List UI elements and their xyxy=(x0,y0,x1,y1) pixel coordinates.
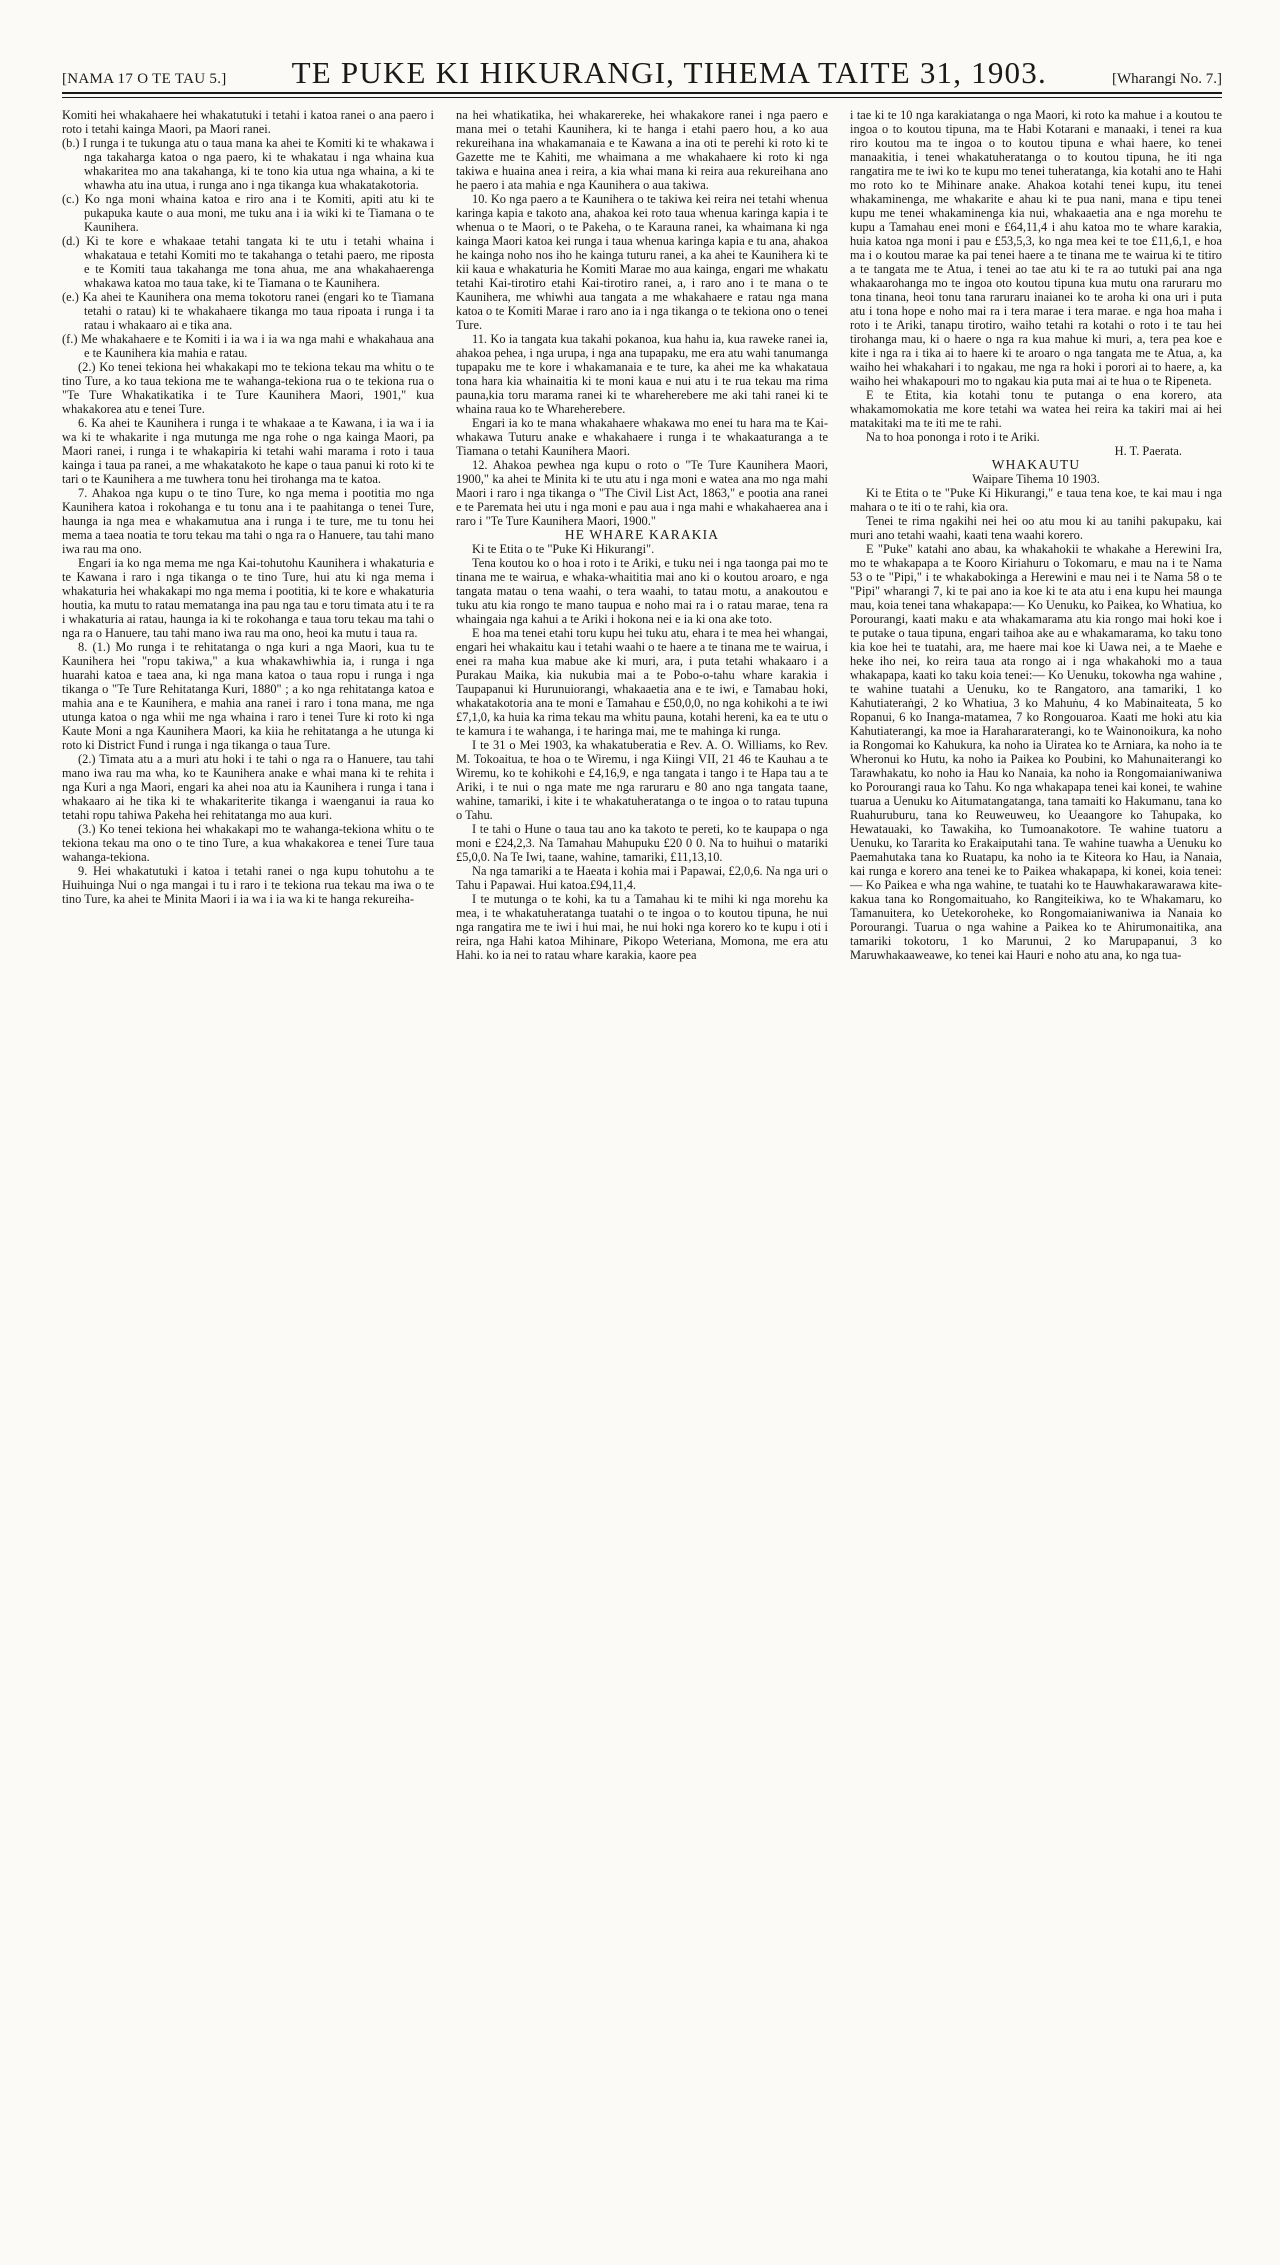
paragraph: 10. Ko nga paero a te Kaunihera o te takiwa kei reira nei tetahi whenua karinga kapia e takoto ana, ahakoa kei roto taua whenua karinga kapia i te whenua o te Maori, o te Pakeha, o te Karauna ranei, ka whaimana ki nga kainga Maori katoa kei runga i taua whenua karinga kapia e tu ana, ahakoa he kainga noho nos iho he kainga tuturu ranei, a ka ahei te Kaunihera ki te kii kaua e whakaturia he Komiti Marae mo aua kainga, engari me whakatu tetahi Kai-tirotiro etahi Kai-tirotiro ranei, a, i raro ano i te mana o te Kaunihera, me whiwhi aua tangata a me whakahaere e ratau nga mana katoa o te Komiti Marae i raro ano ia i nga tikanga o te tekiona ono o tenei Ture. xyxy=(456,192,828,332)
paragraph: Na to hoa pononga i roto i te Ariki. xyxy=(866,430,1040,444)
paragraph: na hei whatikatika, hei whakarereke, hei whakakore ranei i nga paero e mana mei o tetahi Kaunihera, ki te hanga i etahi paero hou, a ko aua rekureihana ina whakamanaia e te Kawana a ina oti te perehi ki roto ki te Gazette me te Kahiti, me whaimana a me whakahaere ki roto ki nga takiwa e huaina anea i reira, a kia whai mana ki reira aua rekureihana ano he paero i ata mahia e nga Kaunihera o aua takiwa. xyxy=(456,108,828,192)
paragraph: E te Etita, kia kotahi tonu te putanga o ena korero, ata whakamomokatia me kore tetahi wa watea hei reira ka takiri mai ai hei matakitaki ma te iti me te rahi. xyxy=(850,388,1222,430)
paragraph: 12. Ahakoa pewhea nga kupu o roto o "Te Ture Kaunihera Maori, 1900," ka ahei te Minita ki te utu atu i nga moni e watea ana mo nga mahi Maori i raro i nga tikanga o "The Civil List Act, 1863," e pootia ana ranei e te Paremata hei utu i nga moni e pau aua i nga mahi e whakahaerea ana i raro i "Te Ture Kaunihera Maori, 1900." xyxy=(456,458,828,528)
paragraph: i tae ki te 10 nga karakiatanga o nga Maori, ki roto ka mahue i a koutou te ingoa o to koutou tipuna, ma te Habi Kotarani e manaaki, i tenei ra kua riro koutou ma te ingoa o to koutou tipuna e whai haere, ko tenei manaakitia, i tenei whakatuheratanga o to koutou tipuna, he iti nga rangatira me te iwi ko te kupu mo tenei tuheratanga, kia kotahi ano te Hahi mo roto ko te Mihinare anake. Ahakoa kotahi tenei kupu, itu tenei whakaminenga, me whakarite e ahau ki te pua nani, mana e tipu tenei kupu me tenei whakaminenga kia nui, whakaaetia ana e nga morehu te kupu a Tamahau enei moni e £64,11,4 i ahu katoa mo te whare karakia, huia katoa nga moni i pau e £53,5,3, ko nga mea kei te toe £11,6,1, e hoa ma i o koutou marae ka pai tenei haere a te tinana me te wairua ki te titiro a te tangata me te Atua, i tenei ao tae atu ki te ra ao tutuki pai ana nga whakaarohanga mo te ingoa oto koutou tipuna kua mutu ona raruraru mo tona tinana, heoi tonu tana raruraru inaianei ko te aroha ki ona uri i puta atu i tona hope e noho mai ra i tera marae i tera marae. e nga hoa maha i roto i te Ariki, tanapu tirotiro, waiho tetahi ra kotahi o roto i te tau hei tirohanga mau, ki o haere o nga ra kua mahue ki muri, a, tera pea koe e kite i nga ra i tika ai to haere ki te aroaro o nga tangata me te Atua, a, ka waiho hei whakahari i to ngakau, me nga ra hoki i porori ai to haere, a, ka waiho hei whakapouri mo to ngakau kia puta mai ai te hua o te Ripeneta. xyxy=(850,108,1222,388)
paragraph: E "Puke" katahi ano abau, ka whakahokii te whakahe a Herewini Ira, mo te whakapapa a te Kooro Kiriahuru o Tokomaru, e mau na i te Nama 53 o te "Pipi," i te whakabokinga a Herewini e mau nei i te Nama 58 o te "Pipi" wharangi 7, ki te pai ano ia koe ki te ata atu i ena kupu hei maunga mau, koia tenei tana whakapapa:— Ko Uenuku, ko Paikea, ko Whatiua, ko Porourangi, kaati maku e ata whakamarama atu kia rongo mai hoki koe i te putake o taua tipuna, engari taihoa ake au e whakamarama, ko taku tono kia koe hei te tuatahi, ara, me haere mai koe ki Uawa nei, a te Maehe e heke iho nei, ko reira taua ata rongo ai i nga whakahoki mo a taua whakapapa, kaati ko taku koia tenei:— Ko Uenuku, tokowha nga wahine , te wahine tuatahi a Uenuku, ko te Rangatoro, ana tamariki, 1 ko Kahutiateraṅgi, 2 ko Whatiua, 3 ko Mahuṅu, 4 ko Mabinaiteata, 5 ko Ropanui, 6 ko Inanga-matamea, 7 ko Rongouaroa. Kaati me hoki atu kia Kahutiaterangi, ka moe ia Harahararaterangi, ko te Wainonoikura, ka noho ia Rongomai ko Kahukura, ka noho ia Uiratea ko te Arniara, ka noho ia te Wheronui ko Hutu, ka noho ia Paikea ko Poubini, ko Mahunaiterangi ko Tarawhakatu, ko noho ia Hau ko Nanaia, ka noho ia Rongomaianiwaniwa ko Porourangi raua ko Tahu. Ko nga whakapapa tenei kai konei, te wahine tuarua a Uenuku ko Aitumatangatanga, tana tamaiti ko Hakumanu, tana ko Ruahuruburu, tana ko Reuweuweu, ko Ueaangore ko Tahupaka, ko Hewatauaki, ko Tawakiha, ko Tumoanakotore. Te wahine tuatoru a Uenuku, ko Tararita ko Erakaiputahi tana. Te wahine tuawha a Uenuku ko Paemahutaka tana ko Ruatapu, ka noho ia te Kiteora ko Hau, ia Nanaia, kai runga e korero ana tenei ke to Paikea whakapapa, ki konei, koia tenei:— Ko Paikea e wha nga wahine, te tuatahi ko te Hauwhakarawarawa kite-kakua tana ko Rongomaituaho, ko Rangiteikiwa, ko te Whakamaru, ko Tamanuitera, ko Uetekoroheke, ko Rongomaianiwaniwa ia Nanaia ko Porourangi. Tuarua o nga wahine a Paikea ko te Ahirumonaitika, ana tamariki tokotoru, 1 ko Marunui, 2 ko Marupapanui, 3 ko Maruwhakaaweawe, ko tenei kai Hauri e noho atu ana, ko nga tua- xyxy=(850,542,1222,962)
paragraph: Ki te Etita o te "Puke Ki Hikurangi". xyxy=(472,542,655,556)
paragraph: Engari ia ko te mana whakahaere whakawa mo enei tu hara ma te Kai-whakawa Tuturu anake e whakahaere i runga i te whakaaturanga a te Tiamana o tetahi Kaunihera Maori. xyxy=(456,416,828,458)
paragraph: 7. Ahakoa nga kupu o te tino Ture, ko nga mema i pootitia mo nga Kaunihera katoa i rokohanga e tu tonu ana i te paahitanga o tenei Ture, haunga ia nga mea e whakamutua ana i runga i te ture, me tu tonu hei mema a taea noatia te toru tekau ma tahi o nga ra o Hanuere, tau tahi mano iwa rau ma ono. xyxy=(62,486,434,556)
paragraph: Engari ia ko nga mema me nga Kai-tohutohu Kaunihera i whakaturia e te Kawana i raro i nga tikanga o te tino Ture, hui atu ki nga mema i whakaturia hei whakakapi mo nga mema i pootitia, ki te kore e whakaturia houtia, ka mutu to ratau mematanga ina pau nga tau e toru timata atu i te ra i whakaturia ai ratau, haunga ia ki te rokohanga e taua toru tekau ma tahi o nga ra o Hanuere, tau tahi mano iwa rau ma ono, heoi ka mutu i taua ra. xyxy=(62,556,434,640)
paragraph: (d.) Ki te kore e whakaae tetahi tangata ki te utu i tetahi whaina i whakataua e tetahi Komiti mo te takahanga o tetahi paero, me riposta e te Komiti taua takahanga me tona ahua, me ana whakahaerenga whakawa katoa mo taua take, ki te Tiamana o te Kaunihera. xyxy=(62,234,434,290)
paragraph: (3.) Ko tenei tekiona hei whakakapi mo te wahanga-tekiona whitu o te tekiona tekau ma ono o te tino Ture, a kua whakakorea e tenei Ture taua wahanga-tekiona. xyxy=(62,822,434,864)
masthead xyxy=(62,55,1222,92)
paragraph: 8. (1.) Mo runga i te rehitatanga o nga kuri a nga Maori, kua tu te Kaunihera hei "ropu takiwa," a kua whakawhiwhia ia, i runga i nga huarahi katoa e taea ana, ki nga mana katoa o taua ropu i runga i nga tikanga o "Te Ture Rehitatanga Kuri, 1880" ; a ko nga rehitatanga katoa e mahia ana e te Kaunihera, e mahia ana ranei i raro i tona mana, me nga utunga katoa o nga whii me nga whaina i raro i tenei Ture ki roto ki nga Kaute Moni a nga Kaunihera Maori, ka kiia he rehitatanga a he utunga ki roto ki District Fund i runga i nga tikanga o taua Ture. xyxy=(62,640,434,752)
masthead-rule-thin xyxy=(62,97,1222,98)
paragraph: I te tahi o Hune o taua tau ano ka takoto te pereti, ko te kaupapa o nga moni e £24,2,3. Na Tamahau Mahupuku £20 0 0. Na to huihui o matariki £5,0,0. Na Te Iwi, taane, wahine, tamariki, £11,13,10. xyxy=(456,822,828,864)
section-heading-whakautu: WHAKAUTU xyxy=(991,457,1081,472)
paragraph: Na nga tamariki a te Haeata i kohia mai i Papawai, £2,0,6. Na nga uri o Tahu i Papawai. Hui katoa.£94,11,4. xyxy=(456,864,828,892)
paragraph: 9. Hei whakatutuki i katoa i tetahi ranei o nga kupu tohutohu a te Huihuinga Nui o nga mangai i tu i raro i te tekiona rua tekau ma iwa o te tino Ture, ka ahei te Minita Maori i ia wa i ia wa ki te hanga rekureiha- xyxy=(62,864,434,906)
paragraph: Tena koutou ko o hoa i roto i te Ariki, e tuku nei i nga taonga pai mo te tinana me te wairua, e whaka-whaititia mai ano ki o koutou aroaro, e nga tangata matau o tena waahi, o tera waahi, to tatau motu, a anakoutou e tuku atu kia rongo te mano taupua e noho mai ra i o ratau marae, tena ra whaingaia nga kahui a te Ariki i hokona nei e ia ki ona ake toto. xyxy=(456,556,828,626)
paragraph: Komiti hei whakahaere hei whakatutuki i tetahi i katoa ranei o ana paero i roto i tetahi kainga Maori, pa Maori ranei. xyxy=(62,108,434,136)
masthead-rule-thick xyxy=(62,92,1222,94)
masthead-title: TE PUKE KI HIKURANGI, TIHEMA TAITE 31, 1903. xyxy=(291,55,1047,90)
paragraph: (2.) Ko tenei tekiona hei whakakapi mo te tekiona tekau ma whitu o te tino Ture, a ko taua tekiona me te wahanga-tekiona rua o te tekiona rua o "Te Ture Whakatikatika i te Ture Kaunihera Maori, 1901," kua whakakorea atu e tenei Ture. xyxy=(62,360,434,416)
paragraph: E hoa ma tenei etahi toru kupu hei tuku atu, ehara i te mea hei whangai, engari hei whakaitu kau i tetahi waahi o te haere a te tinana me te wairua, i enei ra maha kua mabue ake ki muri, ara, i puta tetahi whakaaro i a Purakau Maika, kia nukubia mai a te Pobo-o-tahu whare karakia i Taupapanui ki Hurunuiorangi, whakaaetia ana e te iwi, e Tamabau hoki, whakatakotoria ana te moni e Tamahau e £50,0,0, no nga kohikohi a te iwi £7,1,0, ka huia ka rima tekau ma whitu pauna, kotahi hereni, ka ea te utu o te kamura i te wahanga, i te haringa mai, me te mahinga ki runga. xyxy=(456,626,828,738)
letter-dateline: Waipare Tihema 10 1903. xyxy=(972,472,1100,486)
section-heading-he-whare-karakia: HE WHARE KARAKIA xyxy=(564,527,720,542)
paragraph: 11. Ko ia tangata kua takahi pokanoa, kua hahu ia, kua raweke ranei ia, ahakoa pehea, i nga urupa, i nga ana tupapaku, me era atu wahi tanumanga tupapaku me te kore i whakamanaia e te ture, ka ahei me ka whakataua tona hara kia whainaitia ki te moni kaua e nui atu i te rua tekau ma rima pauna,kia toru marama ranei ki te whareherebere me aki tahi ranei ki te whaina raua ko te Whareherebere. xyxy=(456,332,828,416)
paragraph: (c.) Ko nga moni whaina katoa e riro ana i te Komiti, apiti atu ki te pukapuka kaute o aua moni, me tuku ana i ia wiki ki te Tiamana o te Kaunihera. xyxy=(62,192,434,234)
column-3 xyxy=(850,108,1222,2238)
article-columns xyxy=(62,108,1222,2238)
letter-signature: H. T. Paerata. xyxy=(1114,444,1182,458)
paragraph: I te mutunga o te kohi, ka tu a Tamahau ki te mihi ki nga morehu ka mea, i te whakatuheratanga tuatahi o te ingoa o to koutou tipuna, he nui nga rangatira me te iwi i hui mai, he nui hoki nga korero ko te kupu i oti i reira, nga Hahi katoa Mihinare, Pikopo Weteriana, Momona, me era atu Hahi. ko ia nei to ratau whare karakia, kaore pea xyxy=(456,892,828,962)
paragraph: (b.) I runga i te tukunga atu o taua mana ka ahei te Komiti ki te whakawa i nga takaharga katoa o nga paero, ki te whakatau i nga whaina kua whakaritea mo ana takahanga, ki te tono kia utua nga whaina, a ki te whawha atu ina utua, i runga ano i nga tikanga kua whakatakotoria. xyxy=(62,136,434,192)
paragraph: Tenei te rima ngakihi nei hei oo atu mou ki au tanihi pakupaku, kai muri ano tetahi waahi, kaati tena waahi korero. xyxy=(850,514,1222,542)
paragraph: I te 31 o Mei 1903, ka whakatuberatia e Rev. A. O. Williams, ko Rev. M. Tokoaitua, te hoa o te Wiremu, i nga Kiingi VII, 21 46 te Kauhau a te Wiremu, ko te kohikohi e £4,16,9, e nga tangata i tango i te Hapa tau a te Ariki, i te nui o nga mate me nga raruraru e 80 ano nga tangata taane, wahine, tamariki, i kite i te whakatuheratanga o te ingoa o to ratau tupuna o Tahu. xyxy=(456,738,828,822)
masthead-page-number: [Wharangi No. 7.] xyxy=(1112,71,1222,87)
paragraph: (f.) Me whakahaere e te Komiti i ia wa i ia wa nga mahi e whakahaua ana e te Kaunihera kia mahia e ratau. xyxy=(62,332,434,360)
column-2 xyxy=(456,108,828,2238)
masthead-issue-number: [NAMA 17 O TE TAU 5.] xyxy=(62,71,227,87)
paragraph: Ki te Etita o te "Puke Ki Hikurangi," e taua tena koe, te kai mau i nga mahara o te iti o te rahi, kia ora. xyxy=(850,486,1222,514)
column-1 xyxy=(62,108,434,2238)
paragraph: (2.) Timata atu a a muri atu hoki i te tahi o nga ra o Hanuere, tau tahi mano iwa rau ma wha, ko te Kaunihera anake e whai mana ki te rehita i nga Kuri a nga Maori, engari ka ahei noa atu ia Kaunihera i runga i tana i whakaaro ai he tika ki te whakariterite tikanga i waenganui ia raua ko tetahi ropu tahiwa Pakeha hei rehitatanga mo aua kuri. xyxy=(62,752,434,822)
paragraph: (e.) Ka ahei te Kaunihera ona mema tokotoru ranei (engari ko te Tiamana tetahi o ratau) ki te whakahaere tikanga mo taua ripoata i runga i ta ratau i whakaaro ai e tika ana. xyxy=(62,290,434,332)
paragraph: 6. Ka ahei te Kaunihera i runga i te whakaae a te Kawana, i ia wa i ia wa ki te whakarite i nga mutunga me nga rohe o nga kainga Maori, pa Maori ranei, i runga i te whakapiria ki tetahi wahi marama i roto i taua kainga i taua pa ranei, a me whakatakoto he kape o taua panui ki roto ki te tari o te Kaunihera a me tuwhera tonu hei tirohanga ma te katoa. xyxy=(62,416,434,486)
